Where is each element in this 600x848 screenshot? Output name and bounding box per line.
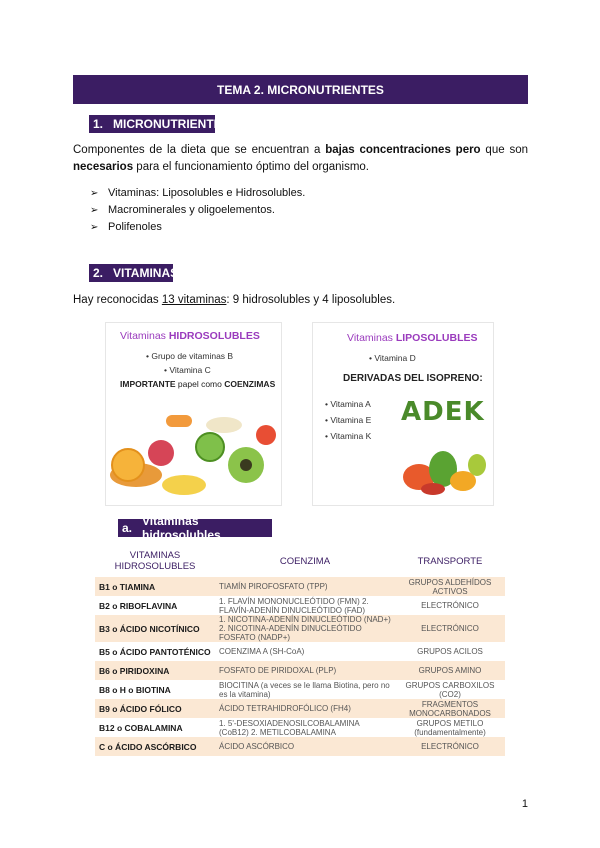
card-item-text: Vitamina K: [330, 431, 372, 441]
coenzyme-cell: ÁCIDO TETRAHIDROFÓLICO (FH4): [215, 699, 395, 718]
list-item: [90, 219, 305, 236]
coenzyme-cell: FOSFATO DE PIRIDOXAL (PLP): [215, 661, 395, 680]
liposolubles-infographic: [312, 322, 494, 506]
card-item-text: Vitamina E: [330, 415, 372, 425]
intro-underlined: 13 vitaminas: [161, 294, 227, 306]
transport-cell: GRUPOS METILO (fundamentalmente): [414, 718, 486, 737]
card-item: • Vitamina E: [325, 415, 372, 425]
column-header: VITAMINAS HIDROSOLUBLES: [114, 550, 196, 572]
capsule-shape: [166, 415, 192, 427]
vitamin-name-cell: B5 o ÁCIDO PANTOTÉNICO: [99, 646, 211, 657]
vitamin-name-cell: B12 o COBALAMINA: [99, 722, 183, 733]
card-item: • Grupo de vitaminas B: [146, 351, 234, 361]
avocado-shape: [468, 454, 486, 476]
table-row: [95, 577, 505, 596]
card-item: • Vitamina A: [325, 399, 371, 409]
transport-cell: GRUPOS ALDEHÍDOS ACTIVOS: [395, 577, 505, 596]
vitamin-pills-fruit-illustration: [106, 395, 281, 503]
coenzyme-cell: TIAMÍN PIROFOSFATO (TPP): [215, 577, 395, 596]
card-item: • Vitamina C: [164, 365, 211, 375]
vitamin-name-cell: B2 o RIBOFLAVINA: [99, 600, 178, 611]
table-row: [95, 615, 505, 642]
transport-cell: ELECTRÓNICO: [395, 615, 505, 642]
para-text: para el funcionamiento óptimo del organismo.: [133, 161, 369, 173]
orange-slice-shape: [112, 449, 144, 481]
subsection-title: Vitaminas hidrosolubles: [142, 514, 221, 542]
page-title: TEMA 2. MICRONUTRIENTES: [217, 82, 384, 97]
card-item-text: Vitamina C: [169, 365, 211, 375]
card-item: • Vitamina D: [369, 353, 416, 363]
vitaminas-hidrosolubles-table: [95, 545, 505, 756]
transport-cell: GRUPOS ACILOS: [417, 647, 483, 656]
card-title-accent: LIPOSOLUBLES: [395, 332, 478, 344]
white-capsule-shape: [206, 417, 242, 433]
important-label: IMPORTANTE: [120, 379, 176, 389]
card-title: [347, 332, 478, 344]
isopreno-heading: DERIVADAS DEL ISOPRENO:: [343, 373, 483, 384]
section1-paragraph-line1: [73, 141, 528, 159]
coenzyme-cell: 1. FLAVÍN MONONUCLEÓTIDO (FMN) 2. FLAVÍN-ADENÍN DINUCLEÓTIDO (FAD): [219, 596, 369, 615]
section-number: 1.: [93, 117, 104, 131]
list-item-text: Macrominerales y oligoelementos.: [108, 204, 275, 216]
para-text: Componentes de la dieta que se encuentran a: [73, 144, 326, 156]
coenzyme-cell: 1. 5'-DESOXIADENOSILCOBALAMINA (CoB12) 2. METILCOBALAMINA: [219, 718, 360, 737]
page-number: 1: [521, 798, 528, 810]
vitamin-name-cell: B8 o H o BIOTINA: [99, 684, 171, 695]
arrow-bullet-icon: ➢: [90, 222, 99, 233]
list-item: [90, 185, 305, 202]
intro-text: : 9 hidrosolubles y 4 liposolubles.: [226, 294, 396, 306]
micronutrient-list: [90, 185, 305, 236]
vitamin-name-cell: B6 o PIRIDOXINA: [95, 661, 215, 680]
transport-cell: ELECTRÓNICO: [395, 737, 505, 756]
coenzyme-cell: 1. NICOTINA-ADENÍN DINUCLEÓTIDO (NAD+) 2. NICOTINA-ADENÍN DINUCLEÓTIDO FOSFATO (NADP+): [215, 615, 395, 642]
coenzyme-cell: ÁCIDO ASCÓRBICO: [215, 737, 395, 756]
list-item-text: Polifenoles: [108, 221, 162, 233]
table-row: [95, 661, 505, 680]
section-title: MICRONUTRIENTES: [113, 117, 230, 131]
important-bold: COENZIMAS: [224, 379, 276, 389]
vitamin-name-cell: B9 o ÁCIDO FÓLICO: [95, 699, 215, 718]
coenzyme-cell: COENZIMA A (SH-CoA): [219, 647, 305, 656]
transport-cell: FRAGMENTOS MONOCARBONADOS: [395, 699, 505, 718]
section-heading-micronutrientes: [89, 115, 230, 133]
section1-paragraph-line2: [73, 158, 528, 176]
coenzyme-cell: BIOCITINA (a veces se le llama Biotina, pero no es la vitamina): [219, 680, 390, 699]
yellow-softgel-shape: [162, 475, 206, 495]
list-item: [90, 202, 305, 219]
red-pill-shape: [148, 440, 174, 466]
table-row: [95, 718, 505, 737]
section-number: 2.: [93, 266, 104, 280]
vitamin-name-cell: B3 o ÁCIDO NICOTÍNICO: [95, 615, 215, 642]
table-header-row: [95, 545, 505, 577]
hidrosolubles-infographic: [105, 322, 282, 506]
table-row: [95, 737, 505, 756]
table-row: [95, 680, 505, 699]
table-row: [95, 642, 505, 661]
card-item-text: Vitamina D: [374, 353, 416, 363]
card-item: • Vitamina K: [325, 431, 372, 441]
column-header: TRANSPORTE: [417, 555, 483, 567]
card-item-text: Vitamina A: [330, 399, 371, 409]
card-important-note: [120, 379, 275, 389]
tomato-shape: [256, 425, 276, 445]
intro-text: Hay reconocidas: [73, 294, 162, 306]
vegetables-illustration: [399, 435, 489, 497]
column-header: COENZIMA: [279, 555, 331, 567]
transport-cell: GRUPOS CARBOXILOS (CO2): [405, 680, 495, 699]
section-heading-vitaminas: [89, 264, 179, 282]
card-title-prefix: Vitaminas: [120, 330, 169, 342]
page-title-banner: [73, 75, 528, 104]
vitamin-name-cell: B1 o TIAMINA: [95, 577, 215, 596]
lime-slice-shape: [196, 433, 224, 461]
para-text: que son: [480, 144, 528, 156]
vitaminas-intro: [73, 291, 528, 309]
table-row: [95, 596, 505, 615]
arrow-bullet-icon: ➢: [90, 205, 99, 216]
kiwi-center-shape: [240, 459, 252, 471]
subsection-heading-hidrosolubles: [118, 514, 272, 542]
list-item-text: Vitaminas: Liposolubles e Hidrosolubles.: [108, 187, 306, 199]
important-mid: papel como: [175, 379, 225, 389]
transport-cell: ELECTRÓNICO: [421, 601, 479, 610]
arrow-bullet-icon: ➢: [90, 188, 99, 199]
card-title-prefix: Vitaminas: [347, 332, 396, 344]
para-bold: necesarios: [73, 161, 134, 173]
table-row: [95, 699, 505, 718]
para-bold: bajas concentraciones pero: [325, 144, 481, 156]
transport-cell: GRUPOS AMINO: [395, 661, 505, 680]
adek-logo: ADEK: [401, 397, 485, 427]
radish-shape: [421, 483, 445, 495]
card-title-accent: HIDROSOLUBLES: [168, 330, 260, 342]
card-title: [120, 330, 260, 342]
section-title: VITAMINAS: [113, 266, 179, 280]
vitamin-name-cell: C o ÁCIDO ASCÓRBICO: [95, 737, 215, 756]
subsection-letter: a.: [122, 521, 133, 535]
card-item-text: Grupo de vitaminas B: [151, 351, 234, 361]
